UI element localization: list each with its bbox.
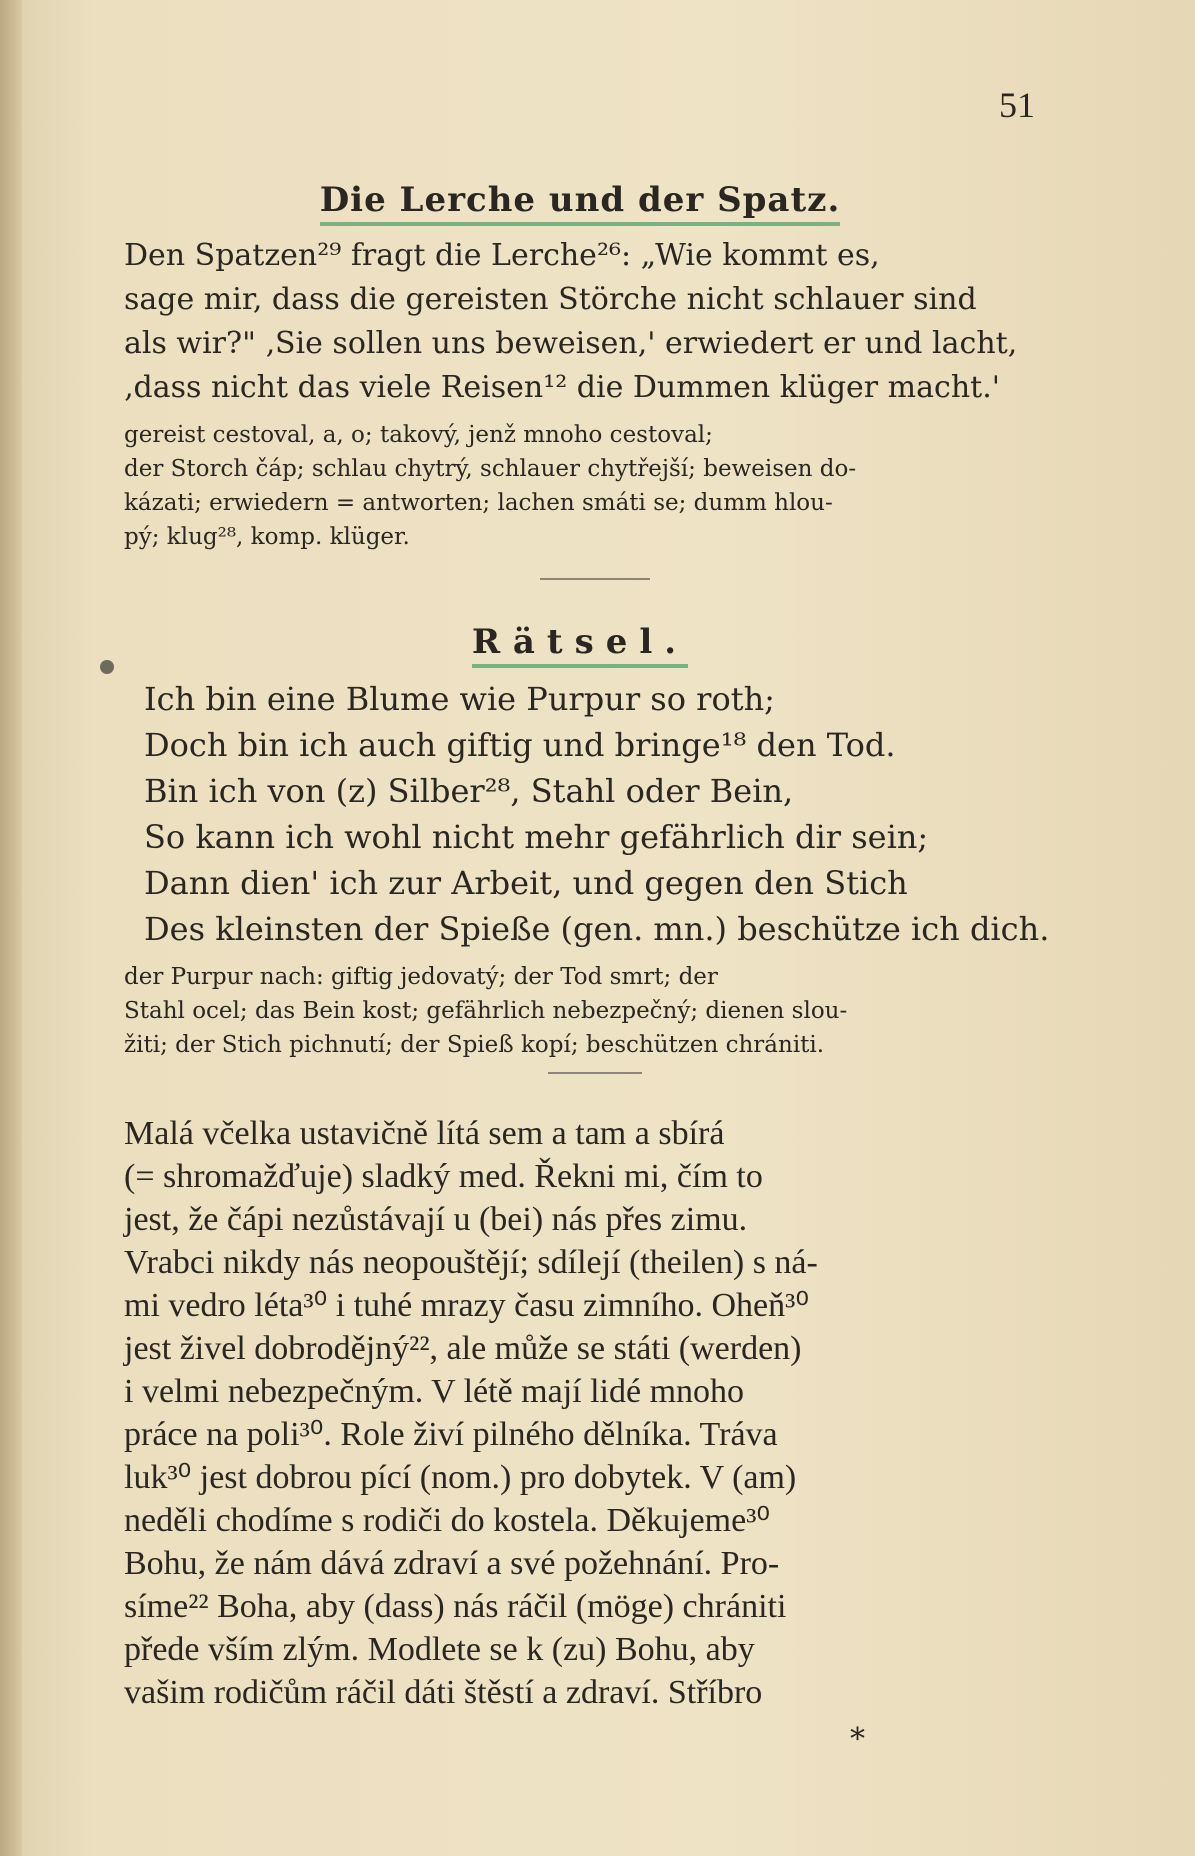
binding-edge	[0, 0, 22, 1856]
czech-paragraph	[124, 1112, 1036, 1714]
poem-line: Bin ich von (z) Silber²⁸, Stahl oder Bein,	[144, 772, 794, 810]
ink-spot	[100, 660, 114, 674]
text-line: síme²² Boha, aby (dass) nás ráčil (möge) chrániti	[124, 1588, 787, 1625]
text-line: Vrabci nikdy nás neopouštějí; sdílejí (theilen) s ná-	[124, 1244, 818, 1281]
text-line: Bohu, že nám dává zdraví a své požehnání. Pro-	[124, 1545, 780, 1582]
divider-rule	[548, 1072, 642, 1074]
vocab-line: gereist cestoval, a, o; takový, jenž mnoho cestoval;	[124, 422, 713, 448]
prose-paragraph	[124, 234, 1036, 410]
text-line: als wir?" ‚Sie sollen uns beweisen,' erwiedert er und lacht,	[124, 326, 1018, 361]
page-number: 51	[999, 85, 1035, 125]
section-title	[124, 180, 1036, 220]
poem-line: Des kleinsten der Spieße (gen. mn.) beschütze ich dich.	[144, 910, 1050, 948]
divider-rule	[540, 578, 650, 580]
text-line: jest, že čápi nezůstávají u (bei) nás přes zimu.	[124, 1201, 748, 1238]
text-line: ‚dass nicht das viele Reisen¹² die Dummen klüger macht.'	[124, 370, 1000, 405]
vocabulary-notes	[124, 960, 1036, 1062]
section-lerche-spatz	[124, 180, 1036, 554]
poem	[144, 676, 1050, 952]
text-line: Malá včelka ustavičně lítá sem a tam a sbírá	[124, 1115, 725, 1152]
section-title-text: Die Lerche und der Spatz.	[320, 180, 841, 226]
text-line: sage mir, dass die gereisten Störche nicht schlauer sind	[124, 282, 977, 317]
text-line: neděli chodíme s rodiči do kostela. Děkujeme³⁰	[124, 1502, 771, 1539]
vocab-line: der Purpur nach: giftig jedovatý; der Tod smrt; der	[124, 964, 718, 990]
vocab-line: pý; klug²⁸, komp. klüger.	[124, 524, 410, 550]
text-line: (= shromažďuje) sladký med. Řekni mi, čím to	[124, 1158, 763, 1195]
section-title-text: Rätsel.	[472, 622, 688, 668]
section-czech-text	[124, 1112, 1036, 1714]
vocab-line: kázati; erwiedern = antworten; lachen smáti se; dumm hlou-	[124, 490, 833, 516]
vocab-line: der Storch čáp; schlau chytrý, schlauer chytřejší; beweisen do-	[124, 456, 857, 482]
poem-line: Dann dien' ich zur Arbeit, und gegen den Stich	[144, 864, 908, 902]
poem-line: Ich bin eine Blume wie Purpur so roth;	[144, 680, 775, 718]
text-line: i velmi nebezpečným. V létě mají lidé mnoho	[124, 1373, 745, 1410]
text-line: luk³⁰ jest dobrou pící (nom.) pro dobytek. V (am)	[124, 1459, 797, 1496]
signature-mark: *	[850, 1722, 865, 1757]
text-line: přede vším zlým. Modlete se k (zu) Bohu, aby	[124, 1631, 755, 1668]
text-line: Den Spatzen²⁹ fragt die Lerche²⁶: „Wie kommt es,	[124, 238, 880, 273]
poem-line: Doch bin ich auch giftig und bringe¹⁸ den Tod.	[144, 726, 896, 764]
text-line: mi vedro léta³⁰ i tuhé mrazy času zimního. Oheň³⁰	[124, 1287, 809, 1324]
vocabulary-notes	[124, 418, 1036, 554]
section-title	[124, 622, 1036, 662]
vocab-line: žiti; der Stich pichnutí; der Spieß kopí; beschützen chrániti.	[124, 1032, 825, 1058]
vocab-line: Stahl ocel; das Bein kost; gefährlich nebezpečný; dienen slou-	[124, 998, 848, 1024]
section-raetsel	[124, 622, 1050, 1062]
poem-line: So kann ich wohl nicht mehr gefährlich dir sein;	[144, 818, 929, 856]
text-line: jest živel dobrodějný²², ale může se státi (werden)	[124, 1330, 802, 1367]
text-line: práce na poli³⁰. Role živí pilného dělníka. Tráva	[124, 1416, 778, 1453]
text-line: vašim rodičům ráčil dáti štěstí a zdraví. Stříbro	[124, 1674, 763, 1711]
